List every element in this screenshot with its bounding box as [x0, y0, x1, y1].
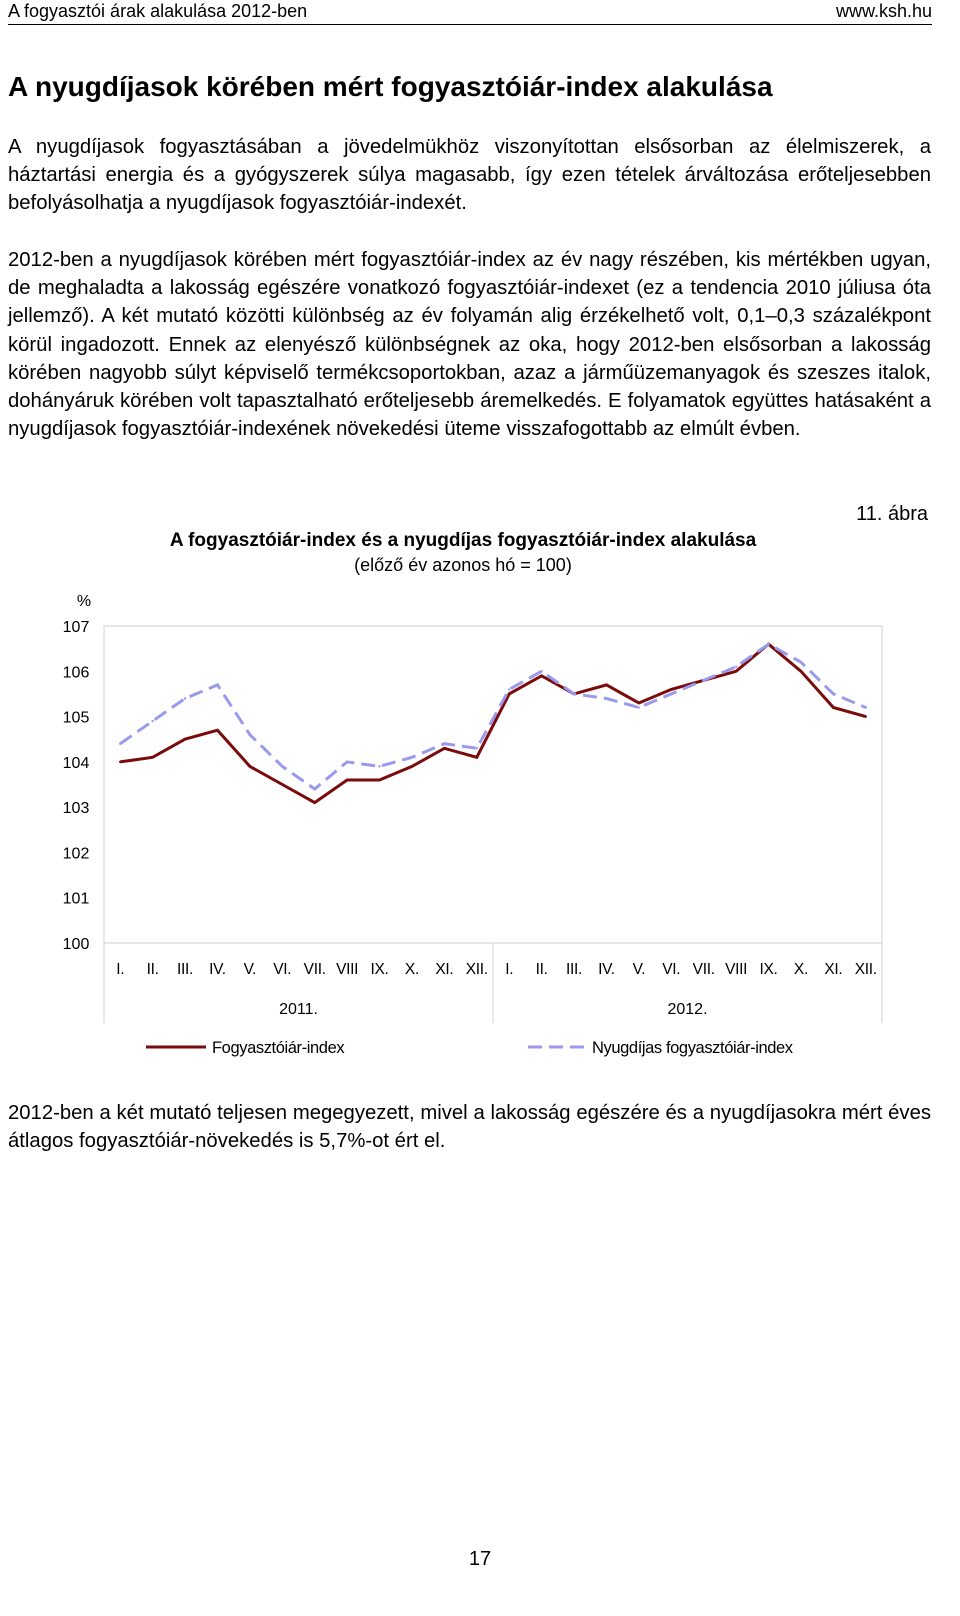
x-tick-label: XII. — [465, 961, 488, 978]
y-tick-label: 107 — [62, 619, 90, 636]
y-axis-unit: % — [76, 593, 92, 610]
line-chart — [0, 520, 960, 1090]
data-point-pensioner-cpi — [670, 693, 672, 695]
x-tick-label: IX. — [370, 961, 389, 978]
data-point-cpi — [670, 688, 672, 690]
x-group-label: 2012. — [667, 1001, 708, 1018]
paragraph-conclusion: 2012-ben a két mutató teljesen megegyezett, mivel a lakosság egészére és a nyugdíjasokra mért éves átlagos fogyasztóiár-növekedés is 5,7%-ot ért el. — [8, 1102, 931, 1153]
data-point-cpi — [800, 670, 802, 672]
data-point-pensioner-cpi — [605, 697, 607, 699]
x-tick-label: IX. — [759, 961, 778, 978]
section-title: A nyugdíjasok körében mért fogyasztóiár-index alakulása — [8, 71, 773, 102]
header-title: A fogyasztói árak alakulása 2012-ben — [8, 1, 308, 21]
data-point-pensioner-cpi — [151, 720, 153, 722]
data-point-pensioner-cpi — [638, 706, 640, 708]
data-point-cpi — [314, 801, 316, 803]
data-point-cpi — [476, 756, 478, 758]
x-group-label: 2011. — [279, 1001, 318, 1018]
data-point-cpi — [508, 693, 510, 695]
data-point-pensioner-cpi — [573, 693, 575, 695]
x-tick-label: IV. — [598, 961, 615, 978]
data-point-pensioner-cpi — [703, 679, 705, 681]
page-header — [8, 0, 932, 25]
x-tick-label: VII. — [692, 961, 715, 978]
plot-area — [104, 626, 882, 943]
data-point-cpi — [249, 765, 251, 767]
x-tick-label: I. — [116, 961, 125, 978]
data-point-pensioner-cpi — [119, 743, 121, 745]
page-number: 17 — [468, 1548, 492, 1570]
data-point-pensioner-cpi — [443, 743, 445, 745]
series-line-cpi — [120, 644, 866, 803]
data-point-cpi — [119, 761, 121, 763]
x-tick-label: XI. — [824, 961, 843, 978]
data-point-pensioner-cpi — [411, 756, 413, 758]
y-tick-label: 101 — [62, 890, 90, 908]
chart-svg — [0, 520, 960, 1090]
x-tick-label: I. — [505, 961, 514, 978]
data-point-cpi — [184, 738, 186, 740]
legend-label: Fogyasztóiár-index — [212, 1039, 345, 1057]
data-point-pensioner-cpi — [216, 684, 218, 686]
x-tick-label: VI. — [273, 961, 292, 978]
data-point-pensioner-cpi — [800, 661, 802, 663]
x-tick-label: X. — [793, 961, 808, 978]
data-point-pensioner-cpi — [767, 643, 769, 645]
data-point-cpi — [411, 765, 413, 767]
y-tick-label: 104 — [62, 754, 90, 772]
chart-subtitle: (előző év azonos hó = 100) — [354, 555, 572, 575]
x-tick-label: V. — [632, 961, 646, 978]
y-tick-label: 106 — [62, 664, 90, 682]
data-point-pensioner-cpi — [865, 706, 867, 708]
data-point-pensioner-cpi — [314, 788, 316, 790]
data-point-pensioner-cpi — [346, 761, 348, 763]
x-tick-label: XI. — [435, 961, 454, 978]
y-tick-label: 103 — [62, 800, 90, 818]
x-tick-label: VIII — [336, 961, 359, 978]
data-point-pensioner-cpi — [378, 765, 380, 767]
data-point-cpi — [638, 702, 640, 704]
data-point-cpi — [281, 783, 283, 785]
x-tick-label: III. — [177, 961, 194, 978]
figure-number: 11. ábra — [856, 503, 928, 525]
x-tick-label: V. — [243, 961, 257, 978]
y-tick-label: 102 — [62, 845, 90, 863]
data-point-cpi — [443, 747, 445, 749]
x-tick-label: VII. — [303, 961, 326, 978]
x-tick-label: III. — [566, 961, 583, 978]
paragraph-intro: A nyugdíjasok fogyasztásában a jövedelmükhöz viszonyítottan elsősorban az élelmiszerek, a háztartási energia és a gyógyszerek súlya magasabb, így ezen tételek árváltozása erőteljesebben befolyásolhatja a nyugdíjasok fogyasztóiár-indexét. — [8, 136, 931, 215]
x-tick-label: IV. — [209, 961, 226, 978]
data-point-pensioner-cpi — [184, 697, 186, 699]
data-point-cpi — [605, 684, 607, 686]
data-point-cpi — [735, 670, 737, 672]
data-point-cpi — [378, 779, 380, 781]
data-point-pensioner-cpi — [249, 733, 251, 735]
header-website: www.ksh.hu — [835, 1, 932, 21]
y-tick-label: 100 — [62, 936, 90, 953]
paragraph-analysis: 2012-ben a nyugdíjasok körében mért fogyasztóiár-index az év nagy részében, kis mértékben ugyan, de meghaladta a lakosság egészére vonatkozó fogyasztóiár-indexet (ez a tendencia 2010 júliusa óta jellemző). A két mutató közötti különbség az év folyamán alig érzékelhető volt, 0,1–0,3 százalékpont körül ingadozott. Ennek az elenyésző különbségnek az oka, hogy 2012-ben elsősorban a lakosság körében nagyobb súlyt képviselő termékcsoportokban, azaz a járműüzemanyagok és szeszes italok, dohányáruk körében volt tapasztalható erőteljesebb áremelkedés. E folyamatok együttes hatásaként a nyugdíjasok fogyasztóiár-indexének növekedési üteme visszafogottabb az elmúlt évben. — [8, 249, 931, 441]
legend-label: Nyugdíjas fogyasztóiár-index — [592, 1039, 793, 1057]
x-tick-label: II. — [535, 961, 548, 978]
x-tick-label: VIII — [725, 961, 748, 978]
data-point-pensioner-cpi — [281, 765, 283, 767]
series-line-pensioner-cpi — [120, 644, 866, 789]
data-point-cpi — [151, 756, 153, 758]
data-point-pensioner-cpi — [540, 670, 542, 672]
data-point-cpi — [865, 715, 867, 717]
data-point-pensioner-cpi — [476, 747, 478, 749]
x-tick-label: VI. — [662, 961, 681, 978]
x-tick-label: XII. — [854, 961, 877, 978]
x-tick-label: II. — [146, 961, 159, 978]
data-point-pensioner-cpi — [832, 693, 834, 695]
data-point-cpi — [346, 779, 348, 781]
x-tick-label: X. — [404, 961, 419, 978]
data-point-pensioner-cpi — [508, 688, 510, 690]
data-point-cpi — [216, 729, 218, 731]
data-point-cpi — [832, 706, 834, 708]
chart-title: A fogyasztóiár-index és a nyugdíjas fogyasztóiár-index alakulása — [169, 530, 757, 551]
data-point-pensioner-cpi — [735, 666, 737, 668]
data-point-cpi — [540, 675, 542, 677]
y-tick-label: 105 — [62, 709, 90, 727]
